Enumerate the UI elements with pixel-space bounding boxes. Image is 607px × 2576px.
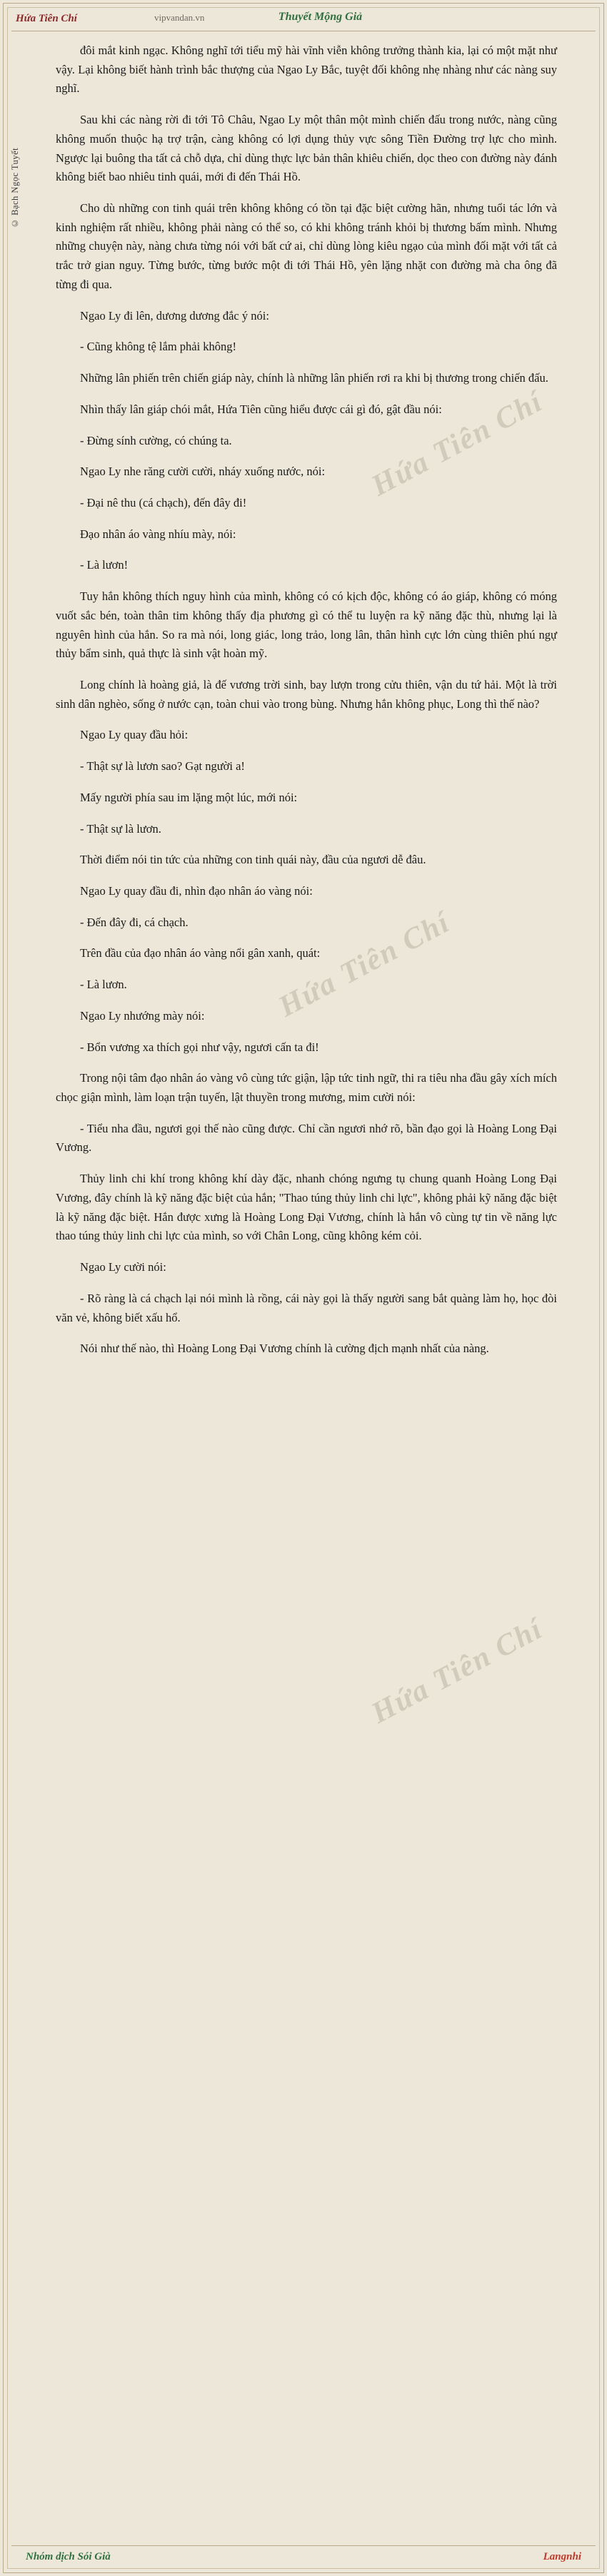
paragraph: Thời điểm nói tin tức của những con tinh quái này, đầu của ngươi dễ đâu.	[80, 853, 426, 867]
paragraph: Ngao Ly đi lên, dương dương đắc ý nói:	[80, 308, 269, 323]
paragraph: Tuy hắn không thích nguy hình của mình, không có có kịch độc, không có áo giáp, không có móng vuốt sắc bén, toàn thân tim không thấy địa phương gì có thể tu luyện ra kỹ năng đặc thù, nhưng lại là nguyên hình của hắn. So ra mà nói, long giác, long trảo, long lân, thân hình cực lớn cùng thiên phú ngự thủy bẩm sinh, quả thực là sinh vật hoàn mỹ.	[56, 589, 557, 661]
paragraph: - Đừng sính cường, có chúng ta.	[80, 433, 232, 447]
paragraph: Ngao Ly cười nói:	[80, 1260, 166, 1274]
paragraph: Trên đầu của đạo nhân áo vàng nổi gân xanh, quát:	[80, 946, 321, 960]
watermark: Hứa Tiên Chí	[366, 385, 548, 503]
paragraph: Long chính là hoàng giả, là đế vương trời sinh, bay lượn trong cửu thiên, vận du tứ hải. Một là trời sinh dân nghèo, sống ở nước cạn, toàn chui vào trong bùng. Nhưng hắn không phục, Long thì thế nào?	[56, 677, 557, 711]
paragraph: Ngao Ly nhe răng cười cười, nháy xuống nước, nói:	[80, 465, 326, 479]
paragraph: - Thật sự là lươn sao? Gạt người a!	[80, 759, 245, 774]
paragraph: Ngao Ly nhướng mày nói:	[80, 1008, 205, 1023]
page-footer	[11, 2545, 596, 2563]
paragraph: - Là lươn.	[80, 978, 127, 992]
paragraph: Cho dù những con tinh quái trên không không có tồn tại đặc biệt cường hãn, nhưng tuổi tác lớn và kinh nghiệm rất nhiều, không phải nàng có thể so, có khi không tránh khỏi bị thương bấm mình. Nhưng những chuyện này, nàng chưa từng nói với bất cứ ai, chỉ dùng lòng kiêu ngạo của mình đối mặt với tất cả trắc trở gian nguy. Từng bước, từng bước một đi tới Thái Hồ, yên lặng nhặt con đường mà cha ông đã từng đi qua.	[56, 201, 557, 291]
paragraph: Trong nội tâm đạo nhân áo vàng vô cùng tức giận, lập tức tinh ngữ, thi ra tiêu nha đầu gây xích mích chọc giận mình, làm loạn trận tuyến, lật thuyền trong mương, mim cười nói:	[56, 1071, 557, 1105]
paragraph: Đạo nhân áo vàng nhíu mày, nói:	[80, 527, 236, 541]
paragraph: Sau khi các nàng rời đi tới Tô Châu, Ngao Ly một thân một mình chiến đấu trong nước, nàng cũng không muốn thuộc hạ trợ trận, càng không có lợi dụng thủy vực sông Tiền Đường trợ lực cho mình. Ngược lại buông tha tất cả chỗ dựa, chỉ dùng thực lực bản thân khiêu chiến, dọc theo con đường này đánh không biết bao nhiêu tinh quái, mới đi đến Thái Hồ.	[56, 113, 557, 184]
watermark: Hứa Tiên Chí	[366, 1612, 548, 1730]
side-credit: © Bạch Ngọc Tuyết	[10, 147, 20, 228]
paragraph: - Là lươn!	[80, 558, 129, 572]
paragraph: - Rõ ràng là cá chạch lại nói mình là rồng, cái này gọi là thấy người sang bắt quàng làm họ, học đòi văn vẻ, không biết xấu hổ.	[56, 1291, 557, 1324]
watermark: Hứa Tiên Chí	[273, 906, 456, 1024]
paragraph: Nói như thế nào, thì Hoàng Long Đại Vương chính là cường địch mạnh nhất của nàng.	[80, 1342, 489, 1356]
paragraph: Mấy người phía sau im lặng một lúc, mới nói:	[80, 790, 298, 804]
translation-group: Nhóm dịch Sói Già	[26, 2551, 111, 2562]
page-header	[11, 10, 596, 31]
paragraph: Nhìn thấy lân giáp chói mắt, Hứa Tiên cũng hiểu được cái gì đó, gật đầu nói:	[80, 402, 442, 416]
chapter-body	[56, 41, 557, 1730]
paragraph: - Thật sự là lươn.	[80, 821, 161, 836]
translator-name: Langnhi	[543, 2551, 581, 2562]
paragraph: Ngao Ly quay đầu đi, nhìn đạo nhân áo vàng nói:	[80, 884, 313, 898]
paragraph: - Đến đây đi, cá chạch.	[80, 915, 189, 929]
paragraph: Những lân phiến trên chiến giáp này, chính là những lân phiến rơi ra khi bị thương trong chiến đấu.	[80, 371, 548, 385]
chapter-title: Thuyết Mộng Giả	[278, 11, 363, 23]
paragraph: - Đại nê thu (cá chạch), đến đây đi!	[80, 495, 247, 509]
paragraph: - Tiểu nha đầu, ngươi gọi thế nào cũng được. Chỉ cần ngươi nhớ rõ, bần đạo gọi là Hoàng Long Đại Vương.	[56, 1121, 557, 1155]
paragraph: đôi mắt kinh ngạc. Không nghĩ tới tiểu mỹ hài vĩnh viễn không trưởng thành kia, lại có một mặt như vậy. Lại không biết hành trình bắc thượng của Ngao Ly Bắc, tuyệt đối không nhẹ nhàng như các nàng suy nghĩ.	[56, 44, 557, 96]
paragraph: - Bổn vương xa thích gọi như vậy, ngươi cấn ta đi!	[80, 1040, 319, 1054]
paragraph: Ngao Ly quay đầu hỏi:	[80, 728, 189, 742]
site-url: vipvandan.vn	[154, 12, 205, 23]
paragraph: Thủy linh chi khí trong không khí dày đặc, nhanh chóng ngưng tụ chung quanh Hoàng Long Đại Vương, đây chính là kỹ năng đặc biệt của hắn; "Thao túng thủy linh chi lực", không phải kỹ năng đặc biệt là kỹ năng đặc biệt. Hắn được xưng là Hoàng Long Đại Vương, chính là hắn vô cùng tự tin về năng lực thao túng thủy linh chi lực của mình, so với Chân Long, cũng không kém cỏi.	[56, 1172, 557, 1243]
paragraph: - Cũng không tệ lắm phải không!	[80, 340, 237, 354]
book-title: Hứa Tiên Chí	[16, 13, 77, 24]
